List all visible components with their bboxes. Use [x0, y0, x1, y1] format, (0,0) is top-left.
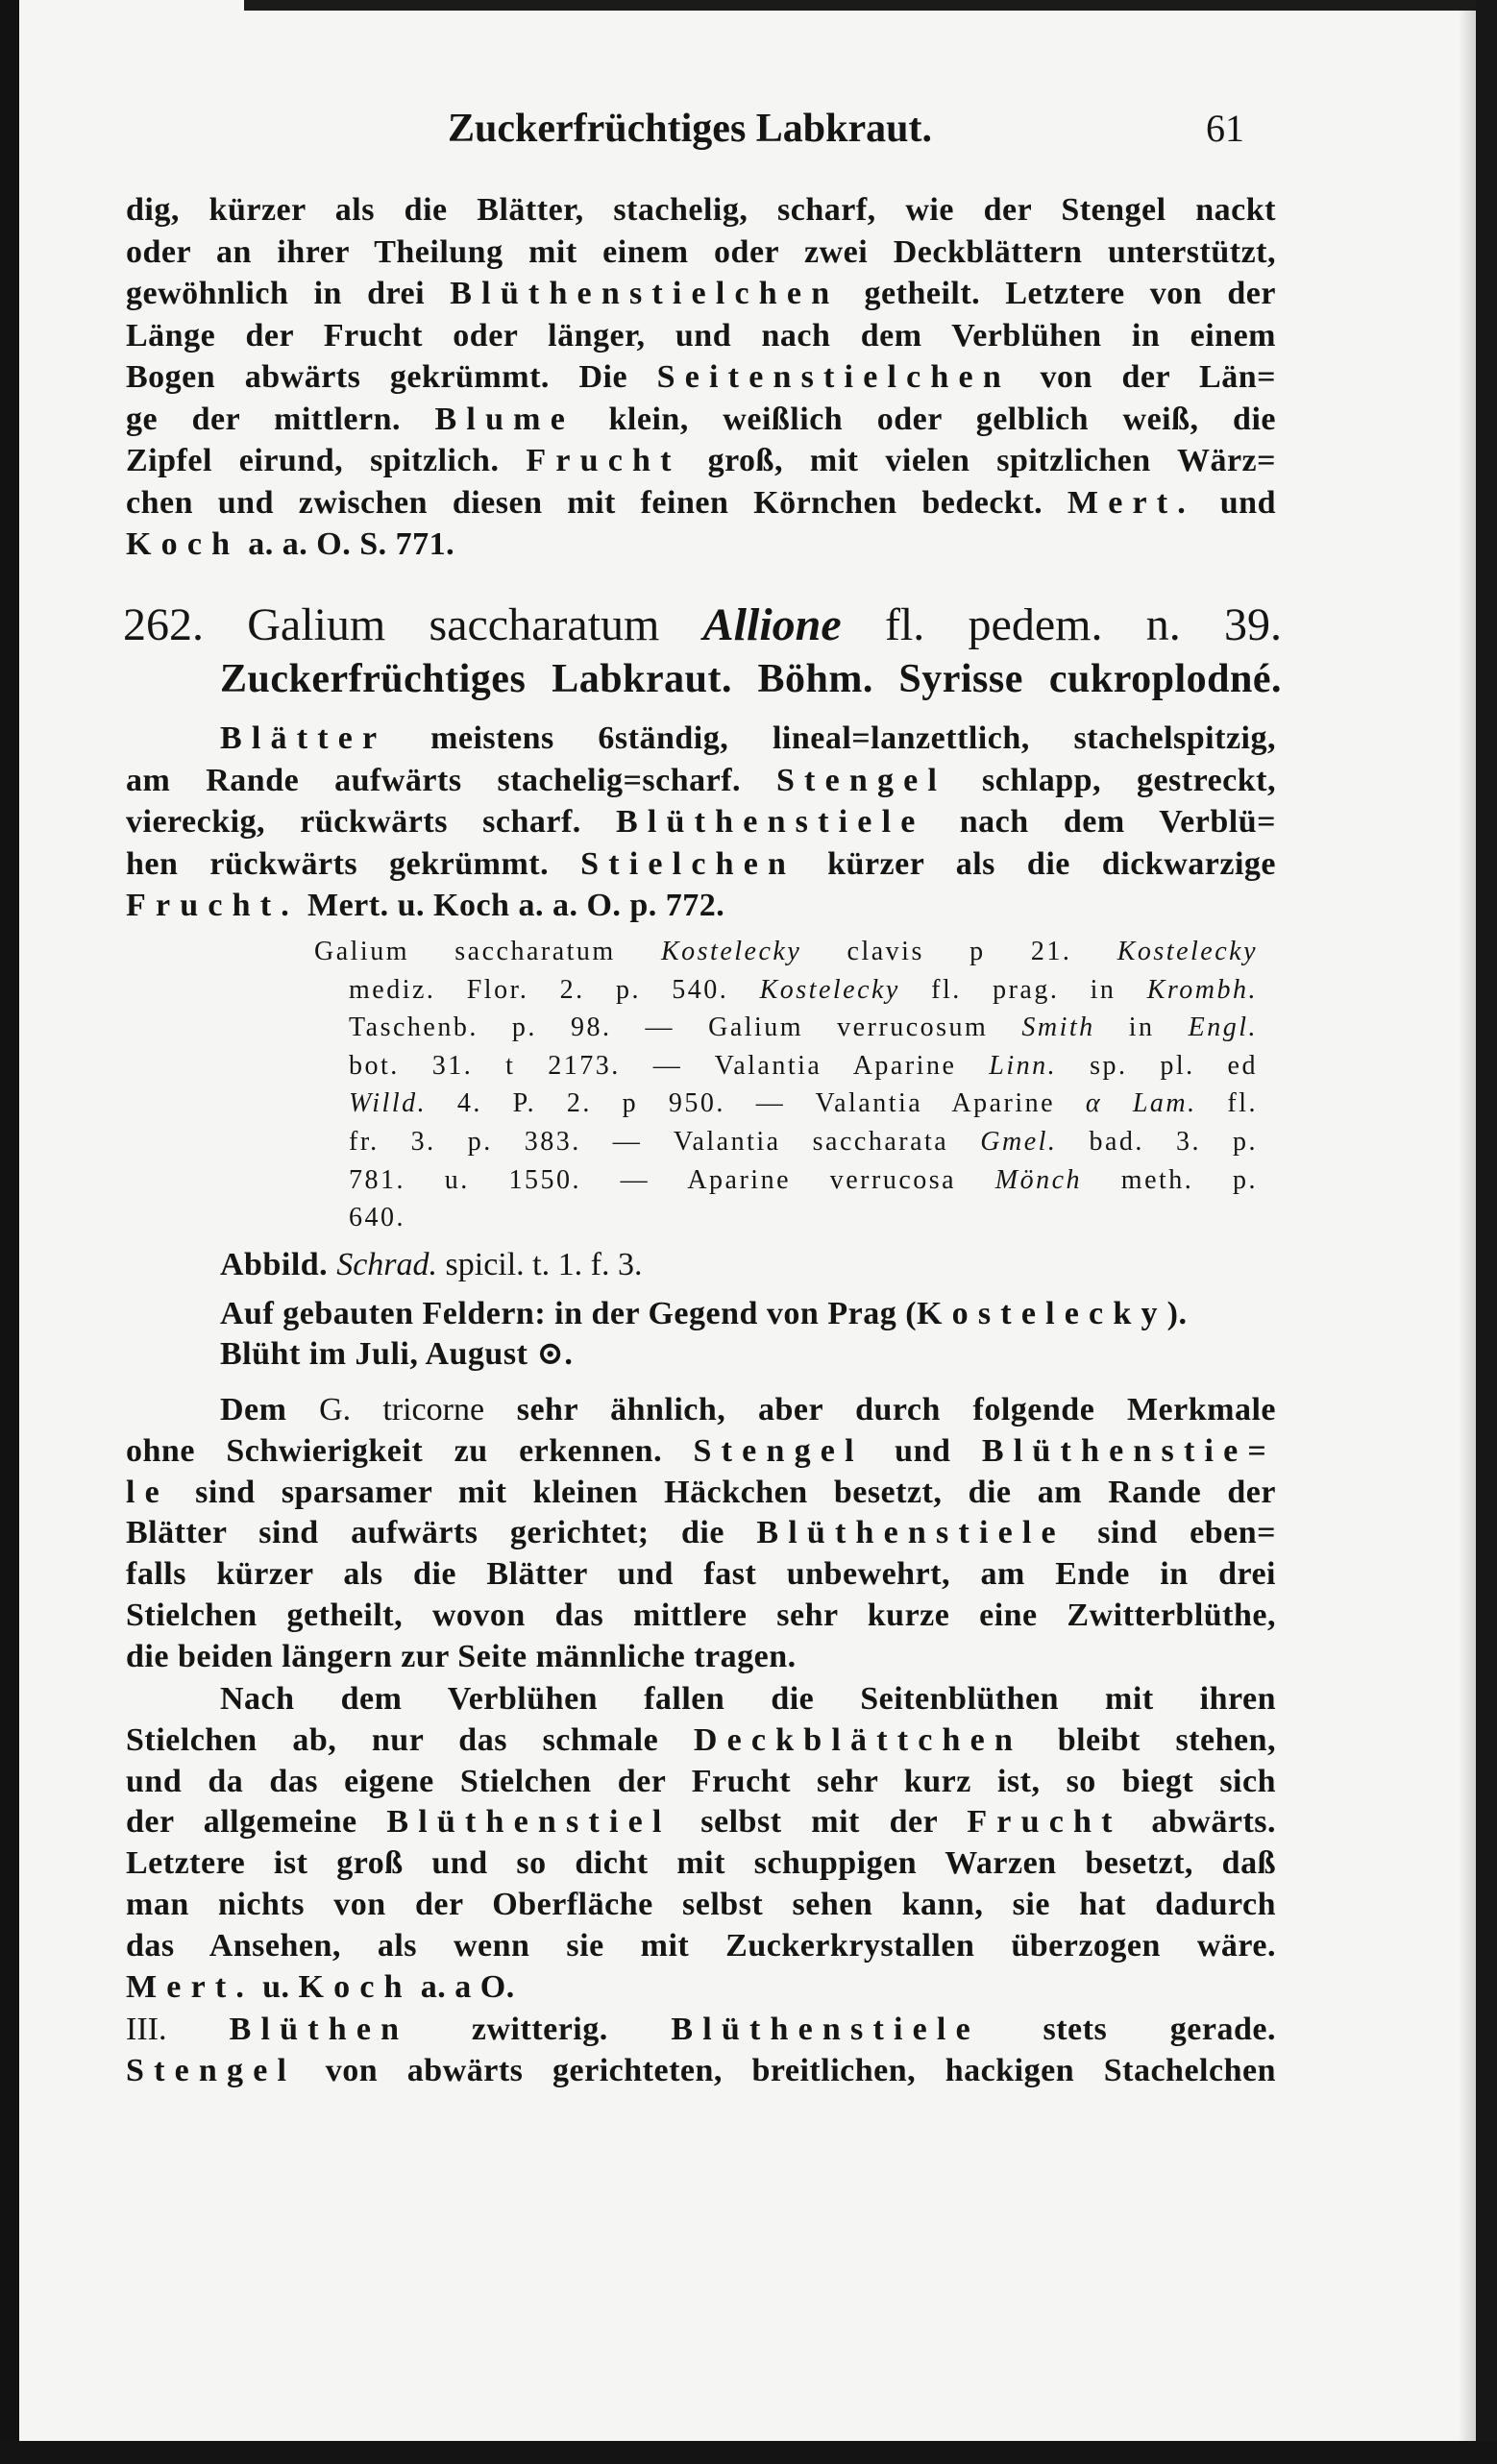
roman-run: fl. prag. in	[899, 974, 1147, 1005]
roman-run: clavis p 21.	[801, 937, 1117, 966]
text-run: ).	[1166, 1296, 1188, 1331]
italic-run: Schrad.	[336, 1247, 438, 1282]
text-run: Mert. u. Koch a. a. O. p. 772.	[299, 888, 725, 924]
species-vernacular-heading	[220, 652, 1282, 706]
page-number: 61	[1206, 107, 1244, 150]
text-run: Stielchen ab, nur das schmale	[126, 1721, 694, 1758]
text-run: man nichts von der Oberfläche selbst sehen kann, sie hat dadurch	[126, 1886, 1276, 1922]
text-run: Blüht im Juli, August ⊙.	[220, 1336, 574, 1372]
text-line	[126, 1802, 1276, 1843]
text-line	[314, 933, 1258, 971]
italic-run: Krombh.	[1146, 974, 1259, 1005]
text-run: selbst mit der	[671, 1804, 968, 1841]
text-run: kürzer als die dickwarzige	[796, 845, 1276, 882]
roman-run: fl.	[1196, 1088, 1258, 1119]
illustration-reference	[220, 1244, 1277, 1285]
spaced-emphasis: Blüthen	[229, 2012, 409, 2047]
text-line	[126, 482, 1276, 525]
spaced-emphasis: Kostelecky	[917, 1296, 1167, 1331]
text-run: sind eben=	[1065, 1515, 1276, 1551]
text-run: das Ansehen, als wenn sie mit Zuckerkrystallen überzogen wäre.	[126, 1927, 1276, 1964]
scan-border-left	[0, 0, 19, 2464]
text-line	[126, 315, 1276, 357]
continued-description	[126, 189, 1276, 566]
text-run: schlapp, gestreckt,	[946, 762, 1276, 798]
text-line	[314, 1199, 1258, 1237]
text-run: nach dem Verblü=	[924, 804, 1276, 841]
species-reference: fl. pedem. n. 39.	[884, 599, 1282, 650]
text-line	[314, 1047, 1258, 1086]
text-line	[314, 1123, 1258, 1161]
text-run: bleibt stehen,	[1022, 1721, 1276, 1758]
roman-run: 781. u. 1550. — Aparine verrucosa	[349, 1164, 995, 1195]
text-line	[220, 1333, 1277, 1375]
spaced-emphasis: Blüthenstiele	[616, 804, 925, 841]
text-run: Zipfel eirund, spitzlich.	[126, 443, 527, 478]
subgroup-three	[126, 2010, 1276, 2092]
roman-run: III.	[126, 2012, 230, 2047]
species-vernacular-line	[220, 652, 1282, 706]
text-line	[126, 1762, 1276, 1803]
scan-border-right	[1476, 0, 1497, 2464]
italic-run: Willd.	[349, 1088, 428, 1119]
scan-border-top	[244, 0, 1476, 11]
text-run: stets gerade.	[979, 2012, 1276, 2047]
roman-run: sp. pl. ed	[1057, 1050, 1258, 1081]
species-german-name: Zuckerfrüchtiges Labkraut.	[220, 657, 732, 701]
flowering-time	[220, 1333, 1277, 1375]
scan-border-bottom	[0, 2441, 1497, 2464]
text-line	[126, 760, 1276, 802]
text-run: u.	[254, 1968, 299, 2005]
species-author: Allione	[702, 599, 842, 650]
text-line	[126, 2051, 1276, 2092]
text-line	[126, 1885, 1276, 1926]
spaced-emphasis: Blüthenstiele	[756, 1515, 1066, 1551]
text-run: ge der mittlern.	[126, 401, 435, 437]
roman-run: spicil. t. 1. f. 3.	[437, 1247, 643, 1282]
text-run: und	[863, 1432, 982, 1469]
text-run: und	[1195, 484, 1276, 521]
italic-run: Kostelecky	[660, 937, 802, 966]
text-line	[126, 1473, 1276, 1514]
text-run: meistens 6ständig, lineal=lanzettlich, stachelspitzig,	[386, 720, 1276, 756]
text-line	[126, 1637, 1276, 1678]
text-line	[126, 1390, 1276, 1431]
species-heading-line	[123, 598, 1282, 652]
text-line	[126, 843, 1276, 886]
text-run: a. a O.	[411, 1968, 515, 2005]
italic-run: Kostelecky	[759, 974, 900, 1005]
spaced-emphasis: Blüthenstiel	[386, 1804, 672, 1841]
spaced-emphasis: Stengel	[693, 1432, 864, 1469]
text-run: gewöhnlich in drei	[126, 276, 451, 311]
scan-page-edge-shadow	[1459, 0, 1476, 2464]
text-line	[126, 1967, 1276, 2009]
text-line	[126, 1554, 1276, 1596]
text-run: von abwärts gerichteten, breitlichen, hackigen Stachelchen	[296, 2052, 1276, 2088]
spaced-emphasis: Blätter	[220, 720, 387, 756]
text-run: von der Län=	[1010, 359, 1276, 395]
species-latin-name: Galium saccharatum	[247, 599, 660, 650]
text-run: Abbild.	[220, 1247, 337, 1282]
spaced-emphasis: Blüthenstie=	[981, 1432, 1276, 1469]
text-line	[126, 356, 1276, 399]
text-run: chen und zwischen diesen mit feinen Körnchen bedeckt.	[126, 484, 1068, 521]
text-line	[314, 1161, 1258, 1200]
spaced-emphasis: Stengel	[775, 762, 947, 798]
italic-run: α Lam.	[1085, 1088, 1197, 1119]
text-run: groß, mit vielen spitzlichen Wärz=	[680, 443, 1277, 478]
habitat-note	[220, 1293, 1277, 1334]
text-run: falls kürzer als die Blätter und fast unbewehrt, am Ende in drei	[126, 1556, 1276, 1593]
roman-run: bad. 3. p.	[1057, 1126, 1258, 1157]
text-line	[126, 1720, 1276, 1762]
italic-run: Linn.	[989, 1050, 1058, 1081]
spaced-emphasis: Frucht	[967, 1804, 1122, 1841]
text-line	[126, 2010, 1276, 2051]
spaced-emphasis: Seitenstielchen	[656, 359, 1011, 395]
spaced-emphasis: Mert.	[1067, 484, 1196, 521]
italic-run: Mönch	[994, 1164, 1083, 1195]
text-line	[126, 1431, 1276, 1473]
species-description	[126, 718, 1276, 927]
text-line	[220, 1244, 1277, 1285]
roman-run: mediz. Flor. 2. p. 540.	[349, 974, 760, 1005]
synonym-list	[314, 933, 1258, 1237]
text-line	[126, 801, 1276, 843]
text-line	[126, 718, 1276, 760]
species-bohemian-name: Syrisse cukroplodné.	[898, 657, 1282, 701]
spaced-emphasis: Frucht.	[126, 888, 299, 924]
text-run: Bogen abwärts gekrümmt. Die	[126, 359, 657, 395]
text-run: dig, kürzer als die Blätter, stachelig, scharf, wie der Stengel nackt	[126, 192, 1276, 228]
text-line	[126, 232, 1276, 274]
text-line	[126, 1596, 1276, 1637]
roman-run: meth. p.	[1082, 1164, 1258, 1195]
text-run: hen rückwärts gekrümmt.	[126, 845, 581, 882]
spaced-emphasis: Stielchen	[580, 845, 797, 882]
text-line	[126, 189, 1276, 232]
roman-run: in	[1094, 1012, 1189, 1043]
text-run: und da das eigene Stielchen der Frucht sehr kurz ist, so biegt sich	[126, 1763, 1276, 1799]
spaced-emphasis: Koch	[126, 526, 240, 562]
spaced-emphasis: Koch	[298, 1968, 412, 2005]
text-run: zwitterig.	[408, 2012, 672, 2047]
roman-run: G. tricorne	[319, 1392, 485, 1427]
text-run: getheilt. Letztere von der	[839, 276, 1276, 311]
italic-run: Gmel.	[980, 1126, 1058, 1157]
text-run: Auf gebauten Feldern: in der Gegend von Prag (	[220, 1296, 918, 1331]
roman-run: 640.	[349, 1203, 405, 1233]
text-run: am Rande aufwärts stachelig=scharf.	[126, 762, 776, 798]
spaced-emphasis: Mert.	[126, 1968, 255, 2005]
text-line	[126, 524, 1276, 566]
comparison-notes	[126, 1390, 1276, 1678]
species-number: 262.	[123, 599, 204, 650]
text-run: Dem	[220, 1392, 320, 1427]
spaced-emphasis: Blüthenstielchen	[450, 276, 840, 311]
italic-run: Smith	[1021, 1012, 1095, 1043]
text-run: der allgemeine	[126, 1804, 387, 1841]
text-line	[314, 1085, 1258, 1123]
spaced-emphasis: Blüthenstiele	[671, 2012, 980, 2047]
text-line	[126, 1926, 1276, 1967]
text-line	[126, 885, 1276, 927]
text-run: Letztere ist groß und so dicht mit schuppigen Warzen besetzt, daß	[126, 1845, 1276, 1882]
text-run: sehr ähnlich, aber durch folgende Merkmale	[484, 1392, 1276, 1427]
spaced-emphasis: Stengel	[126, 2052, 297, 2088]
text-run: a. a. O. S. 771.	[239, 526, 455, 562]
text-run: klein, weißlich oder gelblich weiß, die	[575, 401, 1276, 437]
text-run: abwärts.	[1121, 1804, 1276, 1841]
text-run: oder an ihrer Theilung mit einem oder zwei Deckblättern unterstützt,	[126, 233, 1276, 270]
spaced-emphasis: Frucht	[526, 443, 681, 478]
text-line	[220, 1293, 1277, 1334]
text-line	[126, 273, 1276, 315]
text-line	[126, 399, 1276, 441]
text-line	[126, 1679, 1276, 1720]
text-line	[126, 1513, 1276, 1554]
spaced-emphasis: Deckblättchen	[693, 1721, 1023, 1758]
text-run: Länge der Frucht oder länger, und nach dem Verblühen in einem	[126, 317, 1276, 354]
text-run: ohne Schwierigkeit zu erkennen.	[126, 1432, 694, 1469]
text-run: Blätter sind aufwärts gerichtet; die	[126, 1515, 757, 1551]
roman-run: bot. 31. t 2173. — Valantia Aparine	[349, 1050, 990, 1081]
text-line	[314, 971, 1258, 1010]
roman-run: Taschenb. p. 98. — Galium verrucosum	[349, 1012, 1022, 1043]
spaced-emphasis: Blume	[434, 401, 575, 437]
text-line	[314, 1009, 1258, 1047]
text-line	[126, 1843, 1276, 1885]
text-run: sind sparsamer mit kleinen Häckchen besetzt, die am Rande der	[168, 1474, 1276, 1510]
italic-run: Engl.	[1188, 1012, 1258, 1043]
italic-run: Kostelecky	[1117, 937, 1259, 966]
text-run: viereckig, rückwärts scharf.	[126, 804, 617, 841]
bohemian-label: Böhm.	[757, 657, 873, 701]
text-run: Stielchen getheilt, wovon das mittlere sehr kurze eine Zwitterblüthe,	[126, 1597, 1276, 1633]
roman-run: 4. P. 2. p 950. — Valantia Aparine	[427, 1088, 1086, 1119]
spaced-emphasis: le	[126, 1474, 169, 1510]
text-run: die beiden längern zur Seite männliche tragen.	[126, 1638, 797, 1674]
text-run: Nach dem Verblühen fallen die Seitenblüthen mit ihren	[220, 1681, 1276, 1717]
running-head-title: Zuckerfrüchtiges Labkraut.	[448, 107, 932, 151]
species-heading	[123, 598, 1282, 652]
text-line	[126, 440, 1276, 482]
roman-run: fr. 3. p. 383. — Valantia saccharata	[349, 1126, 981, 1157]
fruit-notes	[126, 1679, 1276, 2008]
roman-run: Galium saccharatum	[314, 937, 661, 966]
